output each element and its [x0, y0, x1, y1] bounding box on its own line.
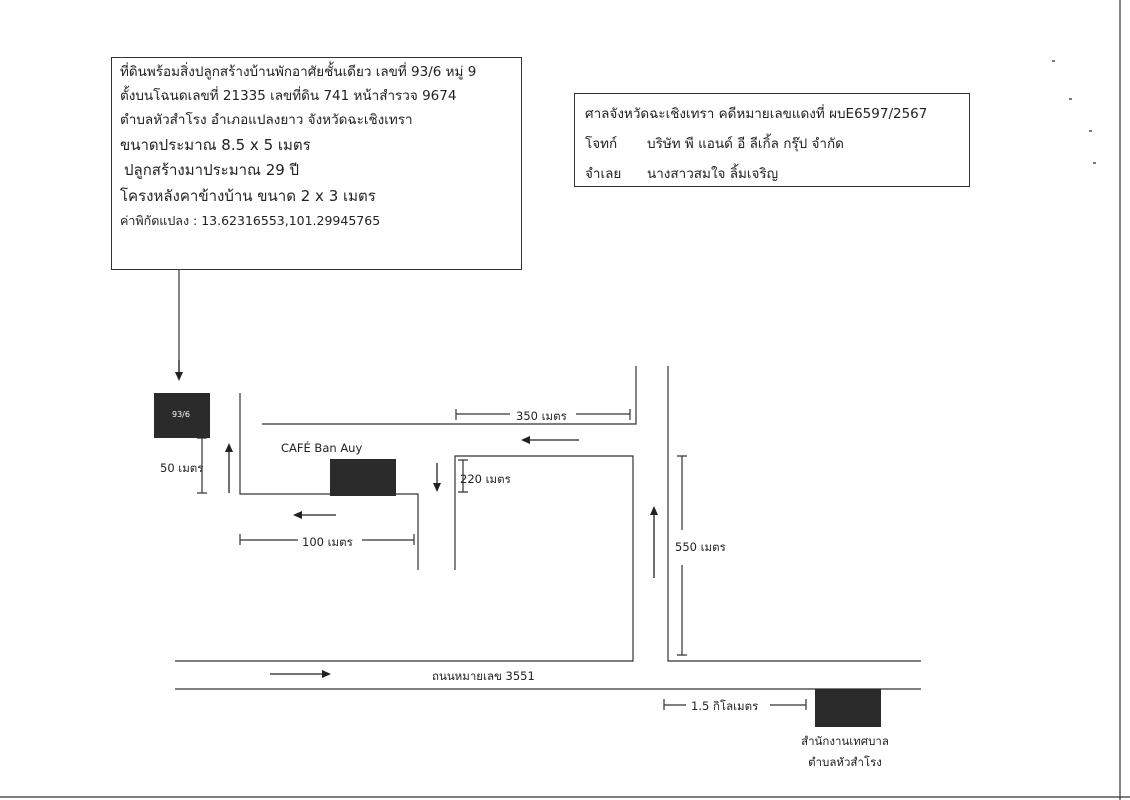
plaintiff-row [585, 132, 959, 154]
property-age: ปลูกสร้างมาประมาณ 29 ปี [124, 161, 300, 180]
cafe-marker [330, 459, 396, 496]
title-deed-info: ตั้งบนโฉนดเลขที่ 21335 เลขที่ดิน 741 หน้าสำรวจ 9674 [120, 87, 457, 104]
scan-speck [1069, 98, 1072, 100]
property-size: ขนาดประมาณ 8.5 x 5 เมตร [120, 135, 311, 154]
road-right-block [668, 366, 921, 661]
distance-350m-label: 350 เมตร [516, 409, 567, 423]
distance-100m-label: 100 เมตร [302, 535, 353, 549]
roof-structure: โครงหลังคาข้างบ้าน ขนาด 2 x 3 เมตร [120, 187, 376, 206]
location-info: ตำบลหัวสำโรง อำเภอแปลงยาว จังหวัดฉะเชิงเทรา [120, 111, 413, 128]
cafe-label: CAFÉ Ban Auy [281, 441, 363, 455]
distance-220m-label: 220 เมตร [460, 472, 511, 486]
distance-50m-label: 50 เมตร [160, 461, 204, 475]
road-top-block [262, 366, 636, 424]
distance-550m-label: 550 เมตร [675, 540, 726, 554]
property-description: ที่ดินพร้อมสิ่งปลูกสร้างบ้านพักอาศัยชั้นเดียว เลขที่ 93/6 หมู่ 9 [120, 64, 477, 80]
plaintiff-label: โจทก์ [585, 136, 618, 152]
scan-speck [1089, 130, 1092, 132]
court-info: ศาลจังหวัดฉะเชิงเทรา คดีหมายเลขแดงที่ ผบE6597/2567 [585, 106, 928, 122]
property-info-box [111, 57, 522, 270]
defendant-row [585, 162, 959, 184]
distance-1500m-label: 1.5 กิโลเมตร [691, 699, 759, 713]
scan-speck [1093, 162, 1096, 164]
court-row [585, 102, 959, 124]
scan-speck [1052, 60, 1055, 62]
house-label: 93/6 [172, 410, 190, 419]
coordinates: ค่าพิกัดแปลง : 13.62316553,101.29945765 [120, 212, 381, 228]
municipal-office-marker [815, 689, 881, 727]
defendant-name: นางสาวสมใจ ลิ้มเจริญ [647, 166, 779, 182]
plaintiff-name: บริษัท พี แอนด์ อี ลีเกิ้ล กรุ๊ป จำกัด [647, 136, 844, 152]
municipal-office-label-2: ตำบลหัวสำโรง [808, 755, 882, 769]
defendant-label: จำเลย [585, 166, 622, 182]
road-inner-block [175, 456, 633, 661]
road-3551-label: ถนนหมายเลข 3551 [432, 669, 535, 683]
municipal-office-label-1: สำนักงานเทศบาล [801, 734, 889, 748]
case-info-box [574, 93, 970, 187]
